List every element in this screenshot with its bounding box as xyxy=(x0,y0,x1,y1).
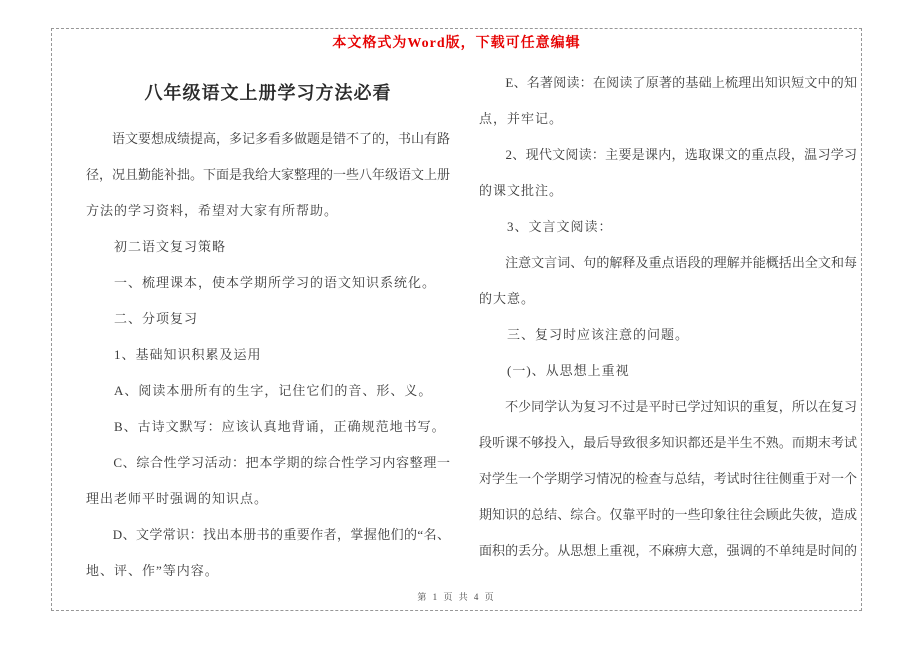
text-line: 一、梳理课本，使本学期所学习的语文知识系统化。 xyxy=(86,275,437,290)
text-line: 初二语文复习策略 xyxy=(86,239,227,254)
text-line: 理出老师平时强调的知识点。 xyxy=(86,491,269,506)
text-line: 1、基础知识积累及运用 xyxy=(86,347,262,362)
text-line: 地、评、作”等内容。 xyxy=(86,563,219,578)
text-line: 径，况且勤能补拙。下面是我给大家整理的一些八年级语文上册 xyxy=(86,167,450,182)
text-line: 的大意。 xyxy=(479,291,536,306)
text-line: 点，并牢记。 xyxy=(479,111,564,126)
text-line: 对学生一个学期学习情况的检查与总结，考试时往往侧重于对一个 xyxy=(479,471,857,486)
text-line: 2、现代文阅读：主要是课内，选取课文的重点段，温习学习 xyxy=(505,147,857,162)
right-column xyxy=(479,65,857,569)
left-column xyxy=(86,121,450,589)
text-line: 段听课不够投入，最后导致很多知识都还是半生不熟。而期末考试 xyxy=(479,435,857,450)
text-line: 三、复习时应该注意的问题。 xyxy=(479,327,690,342)
text-line: 语文要想成绩提高，多记多看多做题是错不了的，书山有路 xyxy=(112,131,450,146)
text-line: 方法的学习资料，希望对大家有所帮助。 xyxy=(86,203,339,218)
header-notice: 本文格式为Word版，下载可任意编辑 xyxy=(332,36,581,51)
doc-title: 八年级语文上册学习方法必看 xyxy=(144,83,392,103)
text-line: (一)、从思想上重视 xyxy=(479,363,630,378)
text-line: E、名著阅读：在阅读了原著的基础上梳理出知识短文中的知 xyxy=(505,75,857,90)
text-line: 注意文言词、句的解释及重点语段的理解并能概括出全文和每 xyxy=(505,255,857,270)
text-line: 3、文言文阅读： xyxy=(479,219,613,234)
text-line: A、阅读本册所有的生字，记住它们的音、形、义。 xyxy=(86,383,433,398)
page-border xyxy=(51,28,862,611)
text-line: B、古诗文默写：应该认真地背诵，正确规范地书写。 xyxy=(86,419,446,434)
text-line: 面积的丢分。从思想上重视，不麻痹大意，强调的不单纯是时间的 xyxy=(479,543,857,558)
text-line: D、文学常识：找出本册书的重要作者，掌握他们的“名、 xyxy=(112,527,450,542)
text-line: 期知识的总结、综合。仅靠平时的一些印象往往会顾此失彼，造成 xyxy=(479,507,857,522)
text-line: C、综合性学习活动：把本学期的综合性学习内容整理一 xyxy=(113,455,450,470)
text-line: 不少同学认为复习不过是平时已学过知识的重复，所以在复习 xyxy=(505,399,857,414)
page-footer: 第 1 页 共 4 页 xyxy=(417,592,496,602)
text-line: 的课文批注。 xyxy=(479,183,564,198)
text-line: 二、分项复习 xyxy=(86,311,199,326)
